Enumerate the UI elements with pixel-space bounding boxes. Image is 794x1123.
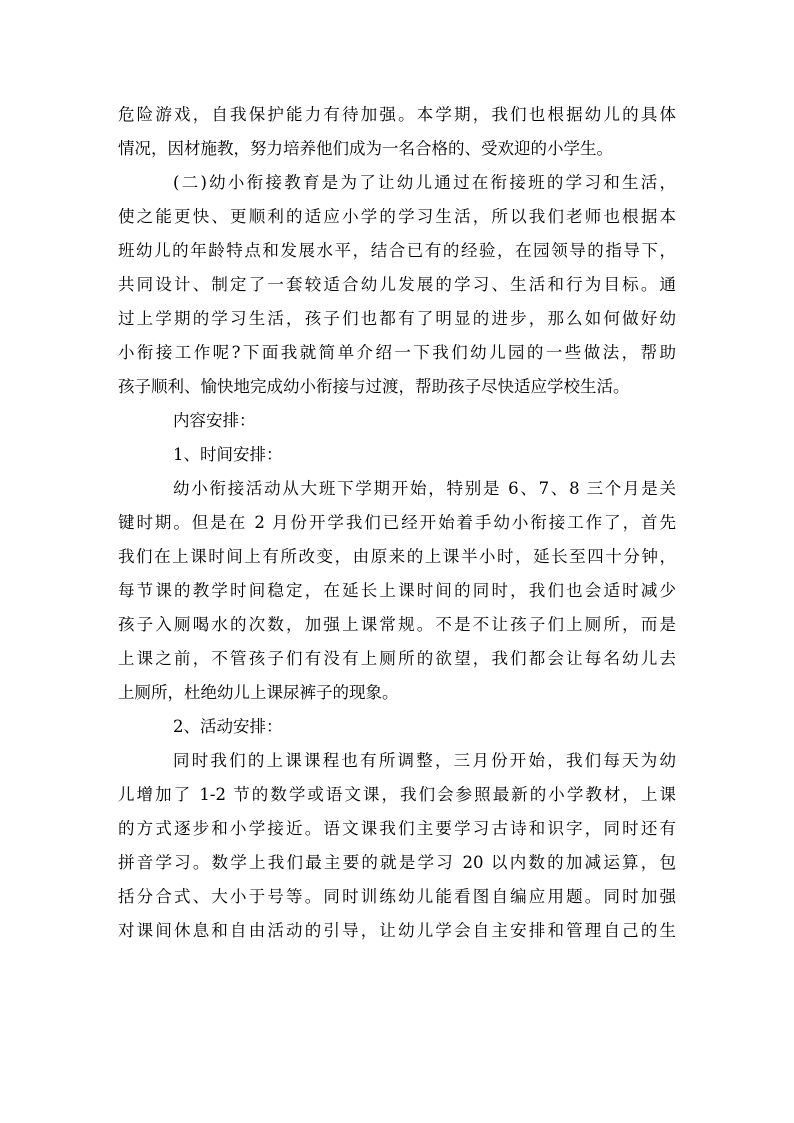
text-line: 同时我们的上课课程也有所调整，三月份开始，我们每天为幼 bbox=[173, 751, 676, 770]
text-line: 上厕所，杜绝幼儿上课尿裤子的现象。 bbox=[118, 683, 399, 702]
text-line: 每节课的教学时间稳定，在延长上课时间的同时，我们也会适时减少 bbox=[118, 581, 676, 600]
text-line: 括分合式、大小于号等。同时训练幼儿能看图自编应用题。同时加强 bbox=[118, 887, 676, 906]
text-line: 键时期。但是在 2 月份开学我们已经开始着手幼小衔接工作了，首先 bbox=[118, 513, 676, 532]
section-heading: 1、时间安排： bbox=[173, 445, 283, 464]
section-heading: 内容安排： bbox=[173, 411, 256, 430]
text-line: 拼音学习。数学上我们最主要的就是学习 20 以内数的加减运算，包 bbox=[118, 853, 676, 872]
text-line: (二)幼小衔接教育是为了让幼儿通过在衔接班的学习和生活， bbox=[173, 173, 676, 192]
text-line: 过上学期的学习生活，孩子们也都有了明显的进步，那么如何做好幼 bbox=[118, 309, 676, 328]
text-line: 小衔接工作呢?下面我就简单介绍一下我们幼儿园的一些做法，帮助 bbox=[118, 343, 676, 362]
text-line: 的方式逐步和小学接近。语文课我们主要学习古诗和识字，同时还有 bbox=[118, 819, 676, 838]
text-line: 上课之前，不管孩子们有没有上厕所的欲望，我们都会让每名幼儿去 bbox=[118, 649, 676, 668]
text-line: 使之能更快、更顺利的适应小学的学习生活，所以我们老师也根据本 bbox=[118, 207, 676, 226]
text-line: 儿增加了 1-2 节的数学或语文课，我们会参照最新的小学教材，上课 bbox=[118, 785, 676, 804]
text-line: 孩子顺利、愉快地完成幼小衔接与过渡，帮助孩子尽快适应学校生活。 bbox=[118, 377, 630, 396]
text-line: 共同设计、制定了一套较适合幼儿发展的学习、生活和行为目标。通 bbox=[118, 275, 676, 294]
text-line: 幼小衔接活动从大班下学期开始，特别是 6、7、8 三个月是关 bbox=[173, 479, 676, 498]
section-heading: 2、活动安排： bbox=[173, 717, 283, 736]
text-line: 我们在上课时间上有所改变，由原来的上课半小时，延长至四十分钟， bbox=[118, 547, 676, 566]
text-line: 对课间休息和自由活动的引导，让幼儿学会自主安排和管理自己的生 bbox=[118, 921, 676, 940]
text-line: 班幼儿的年龄特点和发展水平，结合已有的经验，在园领导的指导下， bbox=[118, 241, 676, 260]
text-line: 孩子入厕喝水的次数，加强上课常规。不是不让孩子们上厕所，而是 bbox=[118, 615, 676, 634]
text-line: 危险游戏，自我保护能力有待加强。本学期，我们也根据幼儿的具体 bbox=[118, 105, 676, 124]
text-line: 情况，因材施教，努力培养他们成为一名合格的、受欢迎的小学生。 bbox=[118, 139, 613, 158]
